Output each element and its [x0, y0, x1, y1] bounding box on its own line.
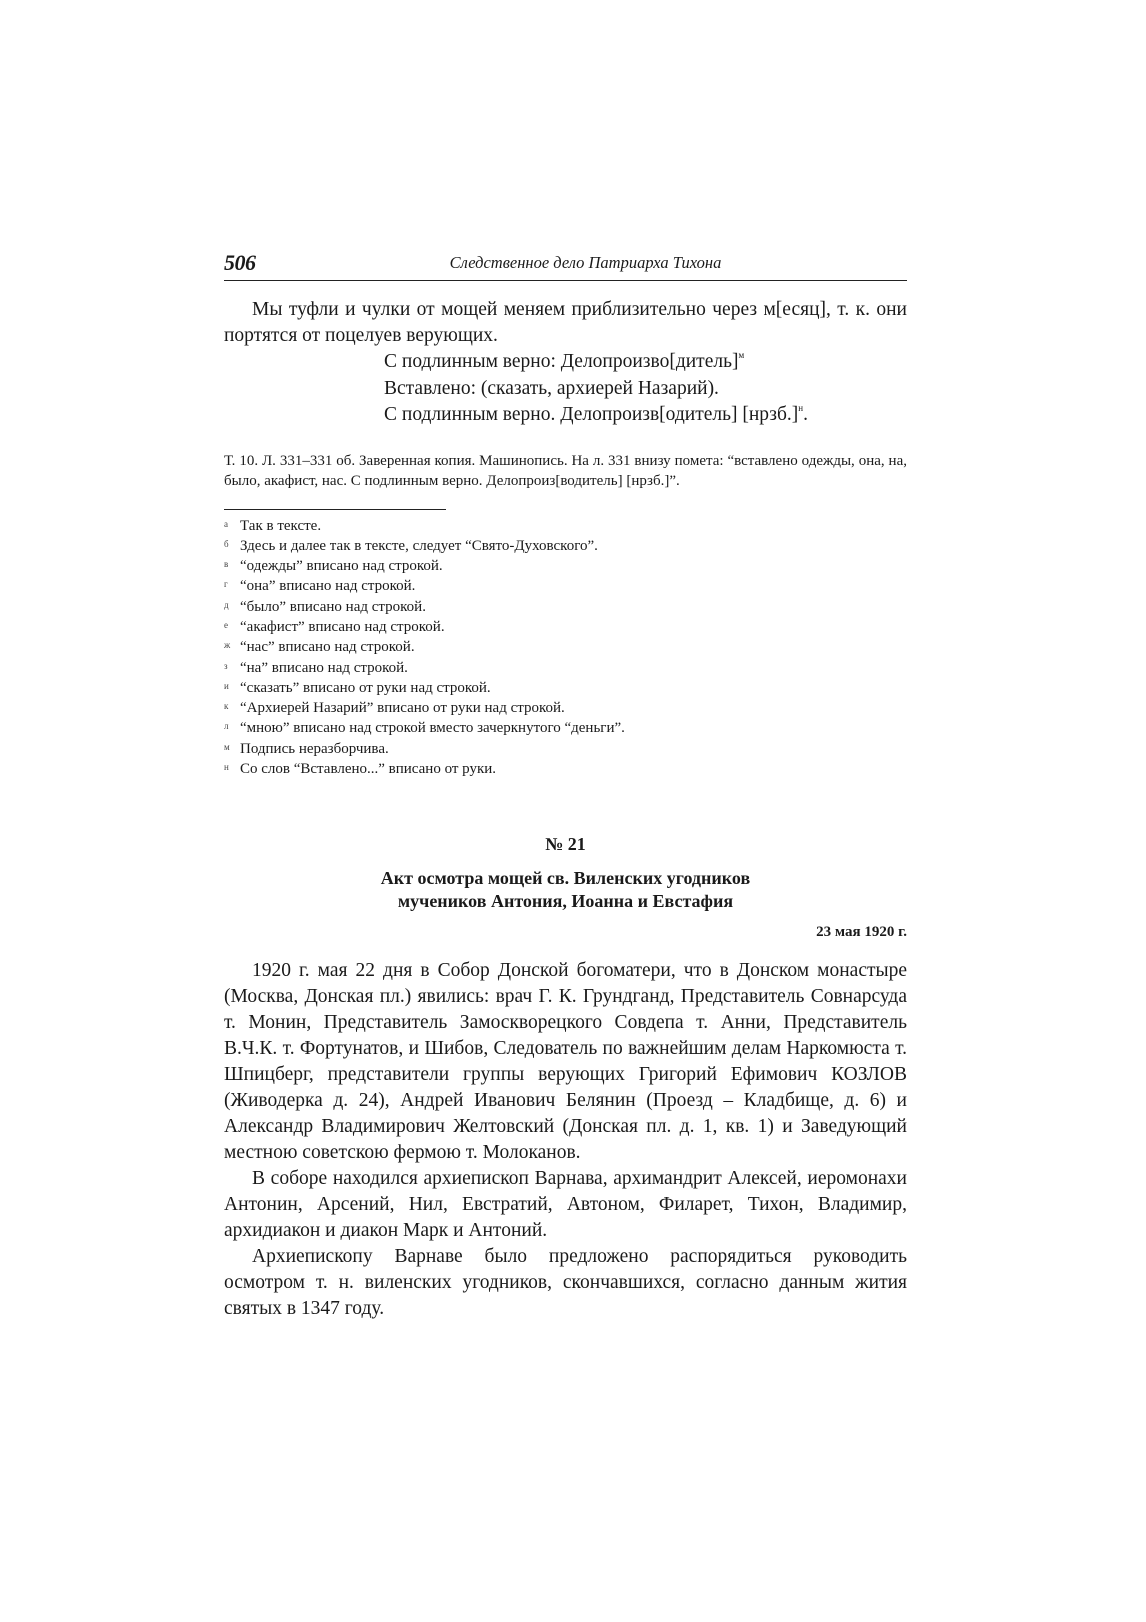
- footnotes-list: [224, 516, 907, 780]
- archival-source-note: Т. 10. Л. 331–331 об. Заверенная копия. Машинопись. На л. 331 внизу помета: “вставлено одежды, она, на, было, акафист, нас. С подлинным верно. Делопроиз[водитель] [нрзб.]”.: [224, 452, 907, 489]
- footnote-marker: д: [224, 599, 229, 610]
- footnote-marker: з: [224, 660, 228, 671]
- footnote-marker: е: [224, 619, 228, 630]
- document-page: [224, 248, 907, 1322]
- document-number: № 21: [545, 834, 586, 855]
- footnote-item: в “одежды” вписано над строкой.: [224, 556, 907, 576]
- footnote-marker: и: [224, 680, 229, 691]
- document-title: [224, 867, 907, 913]
- footnote-marker: м: [224, 741, 230, 752]
- footnote-item: д “было” вписано над строкой.: [224, 597, 907, 617]
- document-title-line-1: Акт осмотра мощей св. Виленских угодников: [380, 868, 751, 889]
- body-paragraph: В соборе находился архиепископ Варнава, архимандрит Алексей, иеромонахи Антонин, Арсений, Нил, Евстратий, Автоном, Филарет, Тихон, Владимир, архидиакон и диакон Марк и Антоний.: [224, 1168, 907, 1242]
- footnote-marker: в: [224, 559, 229, 570]
- footnote-item: л “мною” вписано над строкой вместо зачеркнутого “деньги”.: [224, 718, 907, 738]
- body-paragraph: 1920 г. мая 22 дня в Собор Донской богоматери, что в Донском монастыре (Москва, Донская пл.) явились: врач Г. К. Грундганд, Представитель Совнарсуда т. Монин, Представитель Замоскворецкого Совдепа т. Анни, Представитель В.Ч.К. т. Фортунатов, и Шибов, Следователь по важнейшим делам Наркомюста т. Шпицберг, представители группы верующих Григорий Ефимович КОЗЛОВ (Живодерка д. 24), Андрей Иванович Белянин (Проезд – Кладбище, д. 6) и Александр Владимирович Желтовский (Донская пл. д. 1, кв. 1) и Заведующий местною советскою фермою т. Молоканов.: [224, 960, 907, 1164]
- footnote-item: ж “нас” вписано над строкой.: [224, 637, 907, 657]
- footnote-divider: [224, 509, 446, 510]
- footnote-marker: к: [224, 701, 229, 712]
- footnote-item: н Со слов “Вставлено...” вписано от руки.: [224, 759, 907, 779]
- signature-line-1: С подлинным верно: Делопроизво[дитель]$^м$: [384, 350, 745, 372]
- running-header: [224, 248, 907, 281]
- footnote-marker: г: [224, 579, 228, 590]
- footnote-item: б Здесь и далее так в тексте, следует “Свято-Духовского”.: [224, 536, 907, 556]
- footnote-item: к “Архиерей Назарий” вписано от руки над строкой.: [224, 698, 907, 718]
- footnote-marker: ж: [224, 640, 231, 651]
- document-title-line-2: мучеников Антония, Иоанна и Евстафия: [397, 891, 734, 912]
- footnote-item: г “она” вписано над строкой.: [224, 576, 907, 596]
- footnote-item: и “сказать” вписано от руки над строкой.: [224, 678, 907, 698]
- body-paragraph: Архиепископу Варнаве было предложено распорядиться руководить осмотром т. н. виленских угодников, скончавшихся, согласно данным жития святых в 1347 году.: [224, 1246, 907, 1320]
- footnote-item: з “на” вписано над строкой.: [224, 658, 907, 678]
- footnote-item: е “акафист” вписано над строкой.: [224, 617, 907, 637]
- footnote-marker: а: [224, 518, 228, 529]
- signature-line-2: Вставлено: (сказать, архиерей Назарий).: [384, 377, 719, 399]
- signature-block: [384, 349, 907, 429]
- document-date: 23 мая 1920 г.: [816, 924, 907, 941]
- footnote-marker: л: [224, 721, 229, 732]
- running-title: Следственное дело Патриарха Тихона: [449, 253, 722, 272]
- footnote-ref: м: [738, 350, 745, 360]
- page-number: 506: [224, 250, 256, 275]
- footnote-item: м Подпись неразборчива.: [224, 739, 907, 759]
- footnote-marker: н: [224, 762, 229, 773]
- document-body: [224, 958, 907, 1322]
- footnote-marker: б: [224, 538, 229, 549]
- signature-line-3: С подлинным верно. Делопроизв[одитель] [нрзб.]$^н$.: [384, 403, 808, 425]
- footnote-item: а Так в тексте.: [224, 516, 907, 536]
- continued-paragraph: Мы туфли и чулки от мощей меняем приблизительно через м[есяц], т. к. они портятся от поцелуев верующих.: [224, 299, 907, 346]
- footnote-ref: н: [798, 403, 804, 413]
